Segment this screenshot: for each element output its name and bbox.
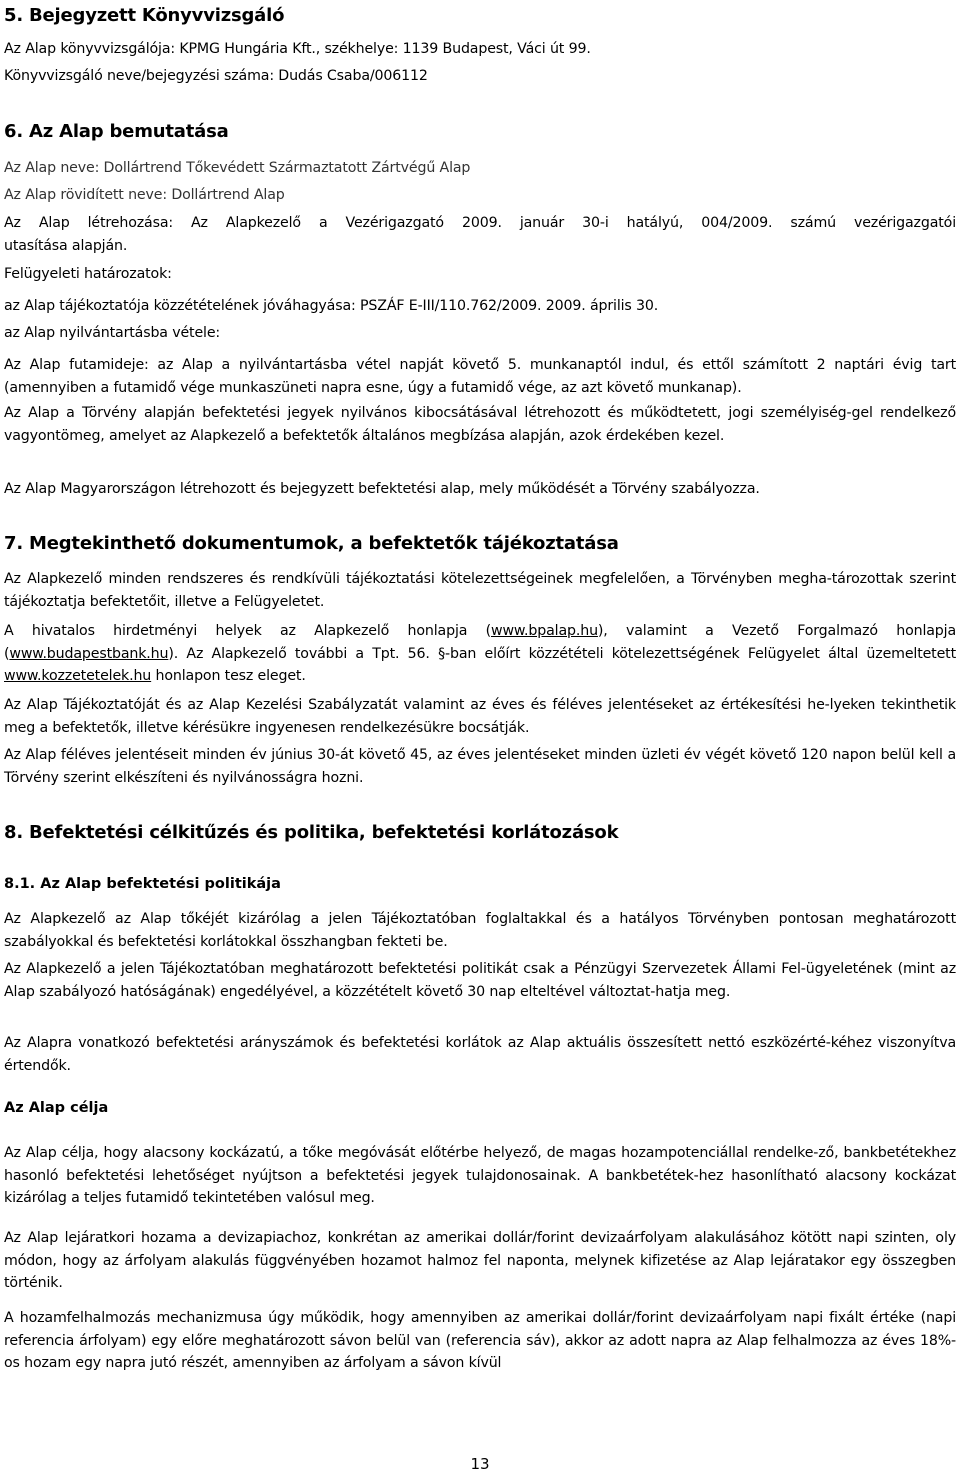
section-8-1-heading: 8.1. Az Alap befektetési politikája xyxy=(4,876,281,892)
documents-availability: Az Alap Tájékoztatóját és az Alap Kezelési Szabályzatát valamint az éves és féléves jelentéseket az értékesítési he-lyeken tekinthetik meg a befektetők, illetve kérésükre ingyenesen rendelkezésükre bocsátják. xyxy=(4,697,956,736)
investment-policy-p2: Az Alapkezelő a jelen Tájékoztatóban meghatározott befektetési politikát csak a Pénzügyi Szervezetek Állami Fel-ügyeletének (mint az Alap szabályozó hatóságának) engedélyével, a közzétételt követő 30 nap elteltével változtat-hatja meg. xyxy=(4,961,956,1000)
fund-goal-p1: Az Alap célja, hogy alacsony kockázatú, a tőke megóvását előtérbe helyező, de magas hozampotenciállal rendelke-ző, bankbetétekhez hasonló befektetési lehetőséget nyújtson a befektetési jegyek tulajdonosainak. A bankbetétek-hez hasonlítható alacsony kockázat kizárólag a teljes futamidő tekintetében valósul meg. xyxy=(4,1145,956,1207)
fund-registered: Az Alap Magyarországon létrehozott és bejegyzett befektetési alap, mely működését a Törvény szabályozza. xyxy=(4,481,760,497)
prospectus-approval: az Alap tájékoztatója közzétételének jóváhagyása: PSZÁF E-III/110.762/2009. 2009. április 30. xyxy=(4,298,659,314)
fund-goal-p2: Az Alap lejáratkori hozama a devizapiachoz, konkrétan az amerikai dollár/forint devizaárfolyam alakulásához kötött napi szinten, oly módon, hogy az árfolyam alakulás függvényében hozamot halmoz fel naponta, melynek kifizetése az Alap lejáratakor egy összegben történik. xyxy=(4,1230,956,1292)
fund-term: Az Alap futamideje: az Alap a nyilvántartásba vétel napját követő 5. munkanaptól indul, és ettől számított 2 naptári évig tart (amennyiben a futamidő vége munkaszüneti napra esne, úgy a futamidő vége, az azt követő munkanap). xyxy=(4,357,956,396)
fund-creation: Az Alap létrehozása: Az Alapkezelő a Vezérigazgató 2009. január 30-i hatályú, 004/2009. számú vezérigazgatói xyxy=(4,215,956,231)
budapestbank-link[interactable]: www.budapestbank.hu xyxy=(9,645,169,662)
registration-label: az Alap nyilvántartásba vétele: xyxy=(4,325,221,341)
auditor-name-line: Könyvvizsgáló neve/bejegyzési száma: Dudás Csaba/006112 xyxy=(4,68,428,84)
investment-policy-p3: Az Alapra vonatkozó befektetési arányszámok és befektetési korlátok az Alap aktuális összesített nettó eszközérté-kéhez viszonyítva értendők. xyxy=(4,1035,956,1074)
fund-name: Az Alap neve: Dollártrend Tőkevédett Származtatott Zártvégű Alap xyxy=(4,160,471,176)
fund-definition: Az Alap a Törvény alapján befektetési jegyek nyilvános kibocsátásával létrehozott és működtetett, jogi személyiség-gel rendelkező vagyontömeg, amelyet az Alapkezelő a befektetők általános megbízása alapján, azok érdekében kezel. xyxy=(4,405,956,444)
notice-text-b: ), valamint a Vezető Forgalmazó honlapja ( xyxy=(4,623,956,662)
investment-policy-p1: Az Alapkezelő az Alap tőkéjét kizárólag a jelen Tájékoztatóban foglaltakkal és a hatályos Törvényben pontosan meghatározott szabályokkal és befektetési korlátokkal összhangban fekteti be. xyxy=(4,911,956,950)
section-8-heading: 8. Befektetési célkitűzés és politika, befektetési korlátozások xyxy=(4,822,619,843)
supervisory-label: Felügyeleti határozatok: xyxy=(4,266,172,282)
notice-text-d: honlapon tesz eleget. xyxy=(151,668,306,685)
kozzetetelek-link[interactable]: www.kozzetetelek.hu xyxy=(4,668,152,685)
auditor-line: Az Alap könyvvizsgálója: KPMG Hungária Kft., székhelye: 1139 Budapest, Váci út 99. xyxy=(4,41,591,57)
reports-deadlines: Az Alap féléves jelentéseit minden év június 30-át követő 45, az éves jelentéseket minden üzleti év végét követő 120 napon belül kell a Törvény szerint elkészíteni és nyilvánosságra hozni. xyxy=(4,747,956,786)
fund-short-name: Az Alap rövidített neve: Dollártrend Alap xyxy=(4,187,285,203)
fund-goal-p3: A hozamfelhalmozás mechanizmusa úgy működik, hogy amennyiben az amerikai dollár/forint devizaárfolyam napi fixált értéke (napi referencia árfolyam) egy előre meghatározott sávon belül van (referencia sáv), akkor az adott napra az Alap felhalmozza az éves 18%-os hozam egy napra jutó részét, amennyiben az árfolyam a sávon kívül xyxy=(4,1310,956,1372)
fund-goal-heading: Az Alap célja xyxy=(4,1100,109,1116)
bpalap-link[interactable]: www.bpalap.hu xyxy=(491,623,598,639)
info-obligation: Az Alapkezelő minden rendszeres és rendkívüli tájékoztatási kötelezettségeinek megfelelően, a Törvényben megha-tározottak szerint tájékoztatja befektetőit, illetve a Felügyeletet. xyxy=(4,571,956,610)
page-number: 13 xyxy=(470,1455,490,1473)
section-6-heading: 6. Az Alap bemutatása xyxy=(4,121,229,142)
fund-creation-cont: utasítása alapján. xyxy=(4,238,128,254)
section-5-heading: 5. Bejegyzett Könyvvizsgáló xyxy=(4,5,285,26)
section-7-heading: 7. Megtekinthető dokumentumok, a befektetők tájékoztatása xyxy=(4,533,619,554)
official-notice-places xyxy=(4,620,956,688)
notice-text-a: A hivatalos hirdetményi helyek az Alapkezelő honlapja ( xyxy=(4,623,491,639)
notice-text-c: ). Az Alapkezelő további a Tpt. 56. §-ban előírt közzétételi kötelezettségének Felügyelet által üzemeltetett xyxy=(168,645,956,662)
